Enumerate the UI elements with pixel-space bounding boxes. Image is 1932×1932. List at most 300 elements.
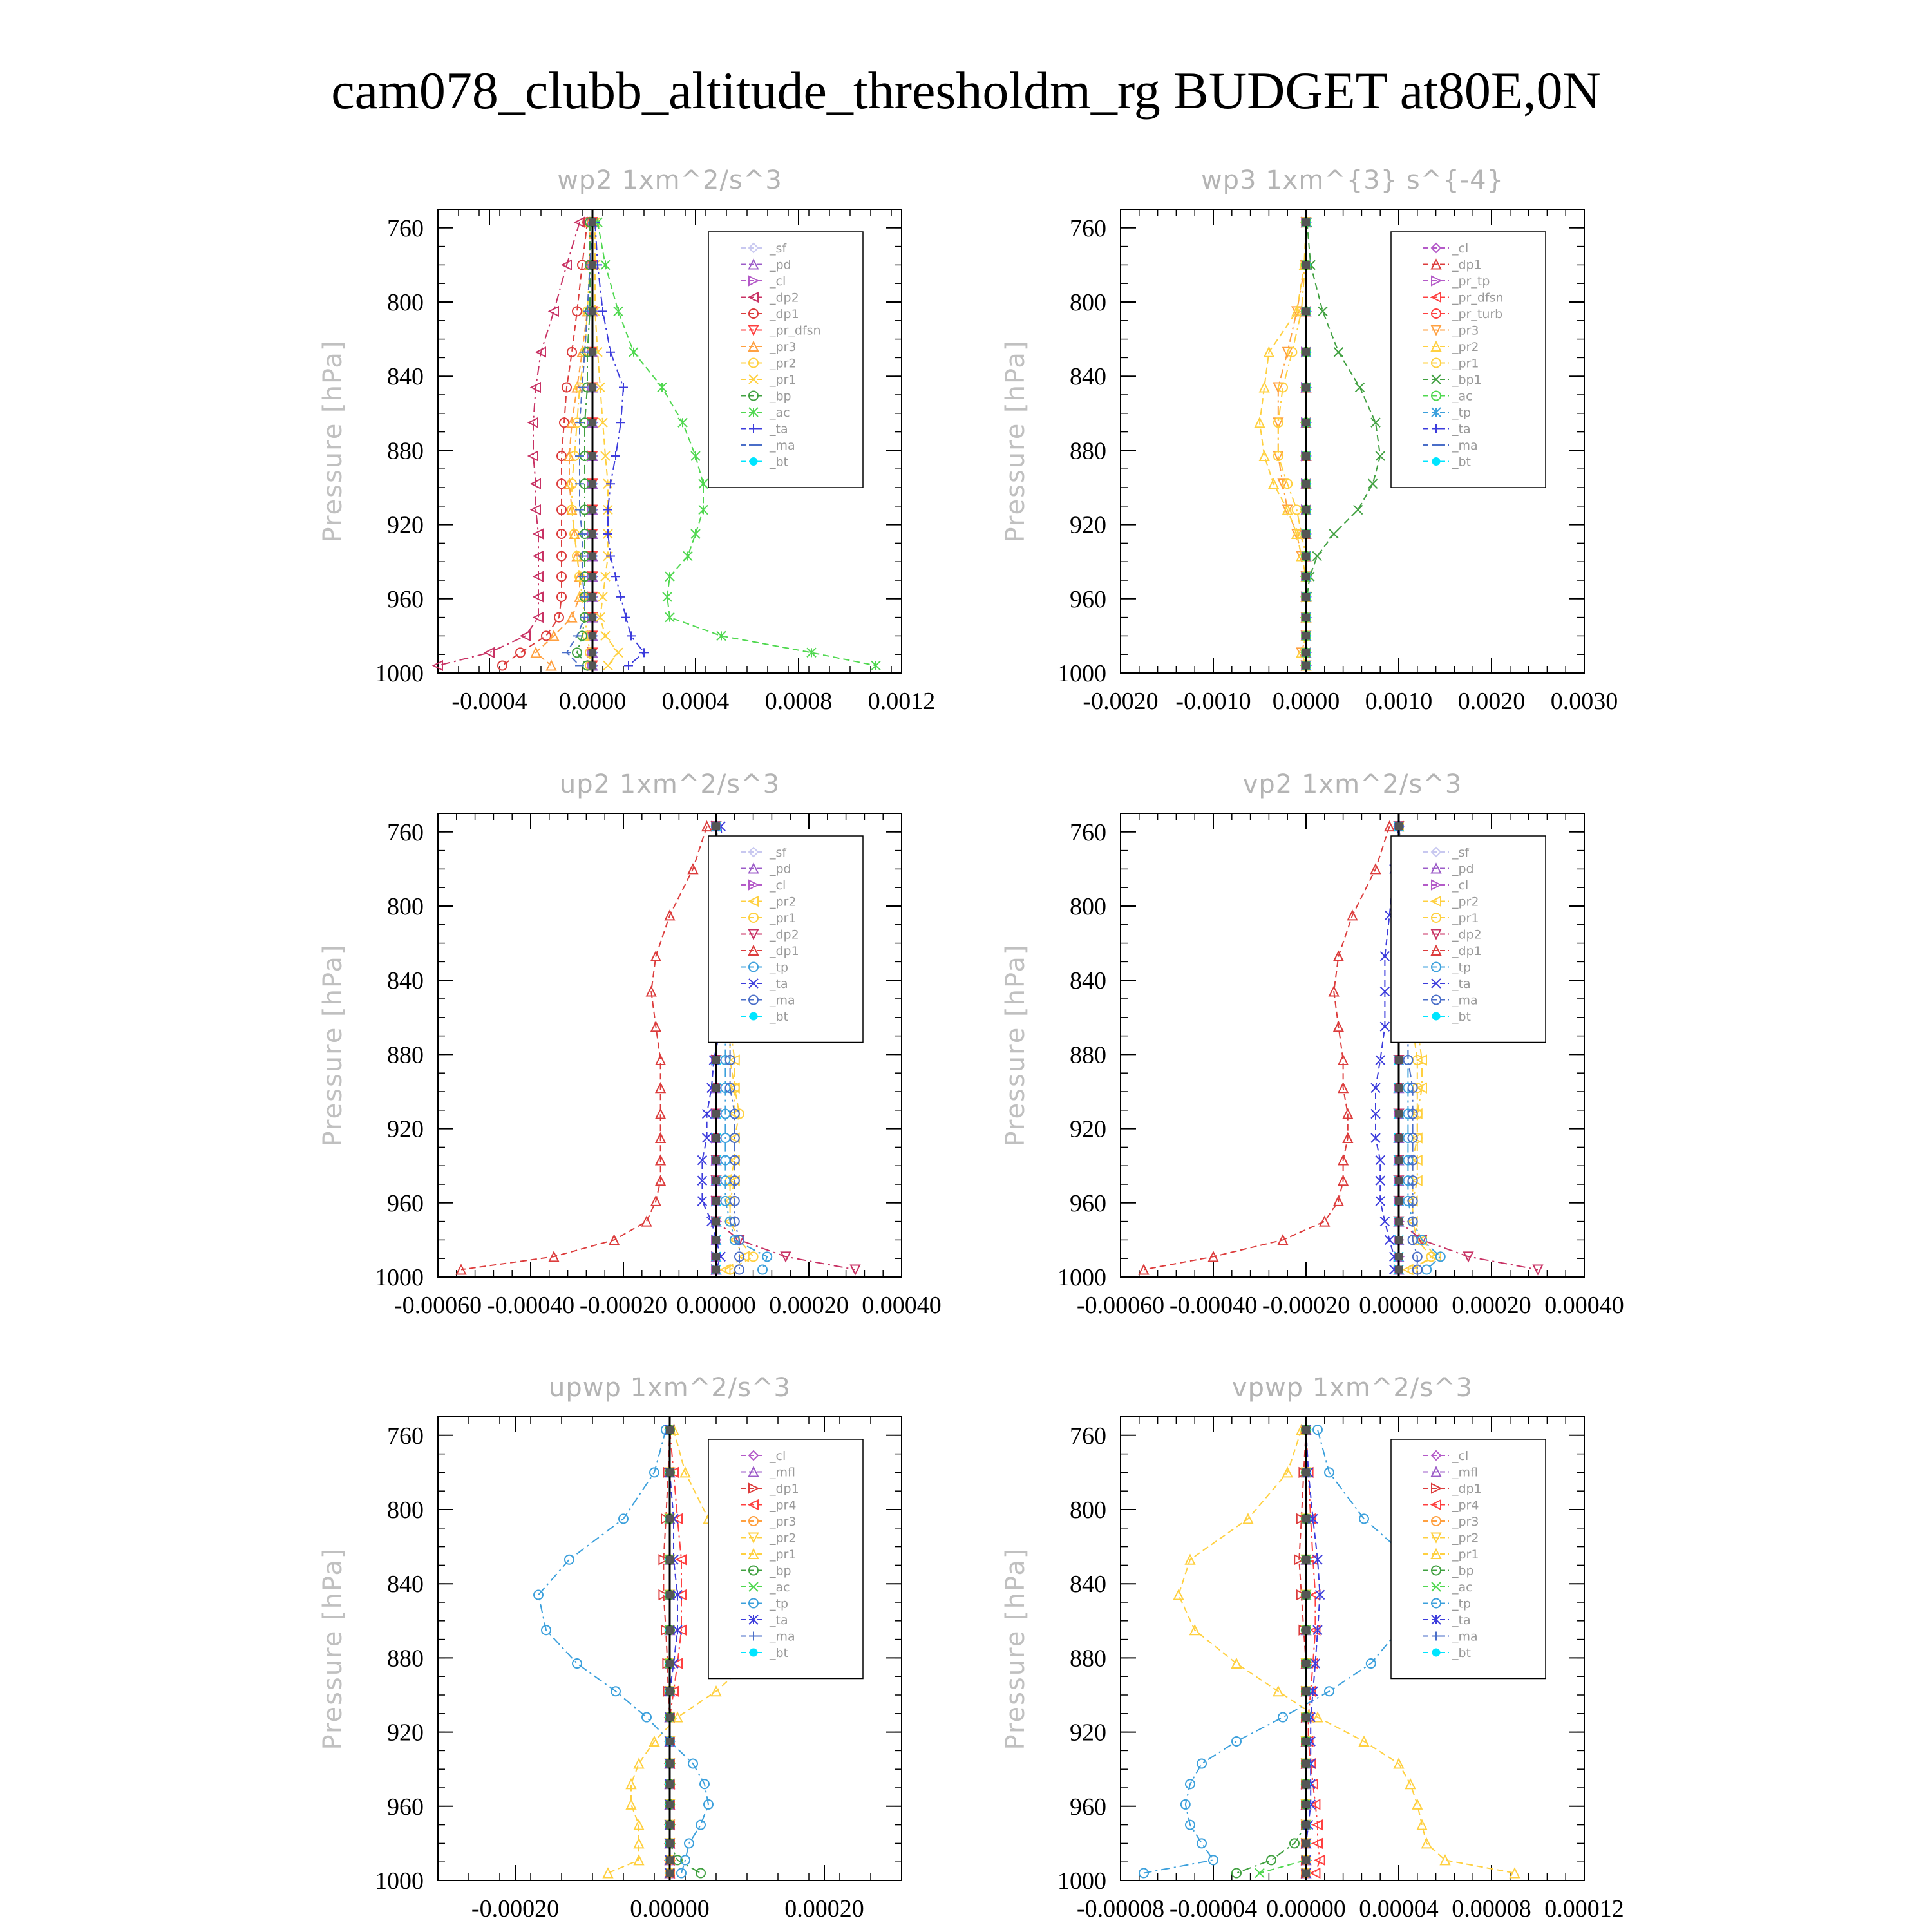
bt-point (589, 553, 596, 560)
data-point (1376, 451, 1385, 460)
legend-label: _ac (1452, 1580, 1473, 1595)
bt-point (666, 1856, 674, 1864)
data-point (1197, 1839, 1206, 1848)
bt-point (712, 1236, 720, 1244)
bt-point (712, 1134, 720, 1142)
bt-point (666, 1801, 674, 1808)
x-tick-label: -0.00020 (471, 1895, 560, 1922)
y-tick-label: 960 (387, 1793, 424, 1821)
data-point (1312, 552, 1321, 561)
bt-point (1302, 1468, 1310, 1476)
series-dp1 (457, 822, 712, 1274)
legend-label: _dp1 (1452, 1482, 1482, 1496)
series-line (1144, 826, 1390, 1269)
legend-label: _bp1 (1452, 373, 1482, 387)
legend-label: _ma (770, 1629, 795, 1644)
legend-label: _cl (1452, 878, 1469, 893)
y-axis-label: Pressure [hPa] (318, 943, 348, 1147)
legend-label: _ac (770, 406, 790, 420)
bt-point (589, 506, 596, 514)
x-tick-label: 0.00000 (1359, 1292, 1439, 1319)
y-tick-label: 760 (387, 819, 424, 846)
bt-point (666, 1556, 674, 1564)
data-point (1313, 1625, 1322, 1634)
y-tick-label: 1000 (1057, 1264, 1106, 1291)
bt-point (712, 1253, 720, 1260)
legend-label: _bt (770, 1010, 789, 1024)
data-point (1232, 1868, 1241, 1877)
y-tick-label: 880 (1070, 437, 1106, 465)
bt-point (1302, 1426, 1310, 1434)
y-tick-label: 800 (387, 289, 424, 316)
bt-point (589, 452, 596, 460)
data-point (542, 631, 551, 640)
legend-label: _cl (770, 878, 786, 893)
y-tick-label: 760 (1070, 1422, 1106, 1450)
x-tick-label: -0.00040 (486, 1292, 575, 1319)
legend-label: _tp (770, 1596, 789, 1611)
legend (708, 232, 863, 488)
legend-label: _dp1 (770, 1482, 799, 1496)
bt-point (1302, 1821, 1310, 1829)
bt-point (1302, 593, 1310, 601)
legend-label: _dp1 (770, 307, 799, 321)
data-point (601, 631, 610, 640)
legend-marker (750, 1012, 757, 1020)
bt-point (589, 480, 596, 488)
legend (1391, 1439, 1546, 1679)
legend-label: _pr3 (1452, 1515, 1479, 1529)
data-point (1320, 1217, 1329, 1226)
bt-point (589, 348, 596, 356)
legend-label: _pr1 (1452, 1548, 1479, 1562)
y-tick-label: 840 (1070, 1571, 1106, 1598)
legend-label: _ac (770, 1580, 790, 1595)
data-point (735, 1265, 744, 1274)
legend-label: _dp2 (770, 927, 799, 942)
data-point (1311, 1659, 1320, 1668)
data-point (549, 307, 558, 316)
data-point (634, 1759, 643, 1768)
series-line (1306, 222, 1380, 665)
legend-label: _pr_tp (1452, 274, 1490, 289)
series-line (595, 222, 618, 665)
panel-title: vp2 1xm^2/s^3 (1242, 770, 1463, 799)
data-point (1255, 1868, 1264, 1877)
x-tick-label: 0.00000 (630, 1895, 710, 1922)
panel-3 (318, 770, 942, 1319)
y-tick-label: 920 (387, 1719, 424, 1747)
y-tick-label: 920 (1070, 1719, 1106, 1747)
panel-2 (1001, 166, 1618, 715)
x-tick-label: -0.00004 (1169, 1895, 1258, 1922)
legend-label: _ma (770, 993, 795, 1008)
series-tp (534, 1425, 713, 1877)
bt-point (666, 1738, 674, 1745)
bt-point (1302, 553, 1310, 560)
data-point (565, 1555, 574, 1564)
legend-label: _bp (770, 1564, 791, 1578)
x-tick-label: 0.0020 (1457, 688, 1526, 715)
data-point (603, 1868, 612, 1877)
x-tick-label: -0.00008 (1076, 1895, 1165, 1922)
legend-label: _pr3 (770, 1515, 797, 1529)
legend-label: _pr_dfsn (770, 323, 821, 338)
bt-point (666, 1839, 674, 1847)
data-point (498, 661, 507, 670)
legend-label: _ta (1452, 422, 1471, 437)
y-tick-label: 760 (387, 214, 424, 242)
data-point (749, 1252, 758, 1261)
bt-point (589, 307, 596, 315)
panel-1 (318, 166, 935, 715)
legend-label: _bt (1452, 1010, 1472, 1024)
y-axis-label: Pressure [hPa] (1001, 943, 1030, 1147)
data-point (696, 1868, 705, 1877)
data-point (665, 572, 674, 581)
legend-label: _pr2 (770, 356, 797, 371)
x-tick-label: -0.0020 (1083, 688, 1159, 715)
bt-point (666, 1821, 674, 1829)
y-tick-label: 840 (387, 967, 424, 995)
x-tick-label: 0.00008 (1452, 1895, 1531, 1922)
bt-point (712, 1084, 720, 1092)
bt-point (1302, 1780, 1310, 1788)
bt-point (712, 1110, 720, 1118)
legend-label: _pr1 (770, 373, 797, 387)
y-tick-label: 920 (1070, 511, 1106, 539)
y-tick-label: 920 (387, 1115, 424, 1143)
legend-label: _pr_turb (1452, 307, 1503, 321)
legend-label: _tp (1452, 1596, 1472, 1611)
data-point (485, 648, 494, 657)
data-point (1267, 1855, 1276, 1864)
panel-title: up2 1xm^2/s^3 (559, 770, 781, 799)
panel-5 (318, 1373, 902, 1922)
data-point (567, 613, 576, 622)
legend-label: _bt (770, 1646, 789, 1660)
data-point (606, 348, 615, 357)
x-tick-label: -0.00060 (393, 1292, 482, 1319)
y-tick-label: 840 (387, 363, 424, 391)
data-point (758, 1265, 767, 1274)
x-tick-label: 0.00020 (1452, 1292, 1531, 1319)
data-point (1356, 383, 1365, 392)
data-point (619, 383, 628, 392)
series-line (1144, 1430, 1422, 1873)
y-tick-label: 960 (387, 1189, 424, 1217)
legend-label: _ta (770, 977, 788, 991)
y-tick-label: 880 (387, 437, 424, 465)
x-tick-label: -0.00020 (579, 1292, 668, 1319)
data-point (691, 529, 700, 538)
data-point (1278, 1713, 1287, 1722)
legend-label: _pr1 (770, 1548, 797, 1562)
bt-point (666, 1426, 674, 1434)
series-line (1236, 1430, 1306, 1873)
x-tick-label: 0.0030 (1550, 688, 1618, 715)
data-point (1422, 1265, 1431, 1274)
y-tick-label: 800 (1070, 893, 1106, 920)
y-tick-label: 960 (1070, 1793, 1106, 1821)
legend-label: _bt (1452, 1646, 1472, 1660)
series-bp1 (1302, 218, 1385, 670)
y-tick-label: 960 (1070, 585, 1106, 613)
x-tick-label: 0.00020 (784, 1895, 864, 1922)
series-pr1 (1274, 218, 1311, 670)
bt-point (1302, 632, 1310, 639)
y-tick-label: 840 (1070, 363, 1106, 391)
y-axis-label: Pressure [hPa] (318, 1547, 348, 1750)
legend-label: _pd (770, 258, 791, 272)
y-tick-label: 760 (1070, 819, 1106, 846)
data-point (1334, 348, 1343, 357)
bt-point (1395, 1134, 1403, 1142)
x-tick-label: 0.0000 (1272, 688, 1340, 715)
data-point (1329, 529, 1338, 538)
legend-label: _bp (770, 389, 791, 404)
bt-point (666, 1591, 674, 1598)
bt-point (1302, 530, 1310, 538)
figure-title: cam078_clubb_altitude_thresholdm_rg BUDGET at80E,0N (331, 61, 1601, 120)
legend-label: _dp2 (1452, 927, 1482, 942)
bt-point (1302, 307, 1310, 315)
bt-point (666, 1687, 674, 1695)
legend-marker (1432, 1012, 1440, 1020)
data-point (627, 1800, 636, 1809)
x-tick-label: -0.0010 (1175, 688, 1251, 715)
legend-label: _sf (770, 242, 787, 256)
legend-marker (1432, 1649, 1440, 1656)
bt-point (1302, 1856, 1310, 1864)
legend-label: _dp2 (770, 290, 799, 305)
legend-label: _ma (770, 439, 795, 453)
legend-label: _pr1 (1452, 911, 1479, 925)
bt-point (1302, 218, 1310, 226)
data-point (598, 307, 607, 316)
data-point (1311, 1868, 1320, 1877)
bt-point (1302, 1556, 1310, 1564)
legend (708, 1439, 863, 1679)
data-point (871, 661, 880, 670)
x-tick-label: 0.00012 (1544, 1895, 1624, 1922)
bt-point (1395, 822, 1403, 830)
bt-point (1302, 261, 1310, 269)
legend-label: _tp (1452, 406, 1472, 420)
bt-point (1395, 1197, 1403, 1205)
data-point (658, 383, 667, 392)
bt-point (666, 1660, 674, 1667)
x-tick-label: -0.00020 (1262, 1292, 1350, 1319)
data-point (573, 1659, 582, 1668)
legend (708, 836, 863, 1043)
data-point (1209, 1855, 1218, 1864)
x-tick-label: 0.0008 (764, 688, 833, 715)
series-line (502, 222, 587, 665)
data-point (699, 479, 708, 488)
bt-point (1302, 1760, 1310, 1768)
y-tick-label: 1000 (1057, 660, 1106, 687)
y-tick-label: 920 (387, 511, 424, 539)
legend-label: _pr2 (1452, 1531, 1479, 1546)
bt-point (1395, 1157, 1403, 1164)
panels (318, 166, 1624, 1922)
bt-point (1302, 1626, 1310, 1634)
series-tp (1139, 1425, 1426, 1877)
legend-label: _cl (770, 1449, 786, 1463)
y-tick-label: 920 (1070, 1115, 1106, 1143)
legend-label: _pr4 (1452, 1498, 1479, 1513)
bt-point (1395, 1177, 1403, 1184)
bt-point (712, 1056, 720, 1064)
bt-point (1302, 573, 1310, 580)
legend-label: _pr2 (770, 895, 797, 909)
bt-point (712, 1265, 720, 1273)
bt-point (1302, 452, 1310, 460)
legend-label: _pd (770, 862, 791, 876)
series-line (536, 222, 590, 665)
bt-point (712, 1218, 720, 1226)
legend-label: _bt (770, 455, 789, 469)
data-point (1313, 1555, 1322, 1564)
bt-point (666, 1780, 674, 1788)
y-tick-label: 800 (387, 893, 424, 920)
legend-label: _cl (1452, 242, 1469, 256)
legend-marker (750, 458, 757, 466)
x-tick-label: -0.00060 (1076, 1292, 1165, 1319)
data-point (629, 348, 638, 357)
legend-label: _ta (1452, 1613, 1471, 1627)
bt-point (666, 1468, 674, 1476)
y-tick-label: 800 (387, 1497, 424, 1524)
y-axis-label: Pressure [hPa] (1001, 1547, 1030, 1750)
series-line (461, 826, 707, 1269)
panel-title: wp2 1xm^2/s^3 (557, 166, 782, 195)
bt-point (666, 1515, 674, 1522)
panel-title: wp3 1xm^{3} s^{-4} (1200, 166, 1504, 195)
data-point (616, 592, 625, 601)
x-tick-label: 0.0012 (867, 688, 936, 715)
legend-label: _bp (1452, 1564, 1474, 1578)
bt-point (712, 822, 720, 830)
bt-point (1302, 1660, 1310, 1667)
bt-point (589, 632, 596, 639)
series-group (1255, 218, 1385, 670)
y-tick-label: 880 (1070, 1645, 1106, 1672)
bt-point (1302, 348, 1310, 356)
y-tick-label: 840 (387, 1571, 424, 1598)
data-point (691, 451, 700, 460)
data-point (616, 418, 625, 427)
x-tick-label: 0.0000 (558, 688, 627, 715)
y-tick-label: 880 (387, 1645, 424, 1672)
data-point (1368, 479, 1378, 488)
panel-title: vpwp 1xm^2/s^3 (1231, 1373, 1473, 1403)
data-point (614, 648, 623, 657)
legend-label: _pr3 (770, 340, 797, 354)
data-point (665, 613, 674, 622)
data-point (678, 418, 687, 427)
bt-point (1395, 1218, 1403, 1226)
bt-point (1395, 1110, 1403, 1118)
y-tick-label: 1000 (375, 1868, 424, 1895)
legend-label: _pr2 (770, 1531, 797, 1546)
data-point (1385, 1235, 1394, 1244)
legend-label: _ma (1452, 1629, 1478, 1644)
bt-point (589, 593, 596, 601)
data-point (1232, 1737, 1241, 1746)
x-tick-label: 0.00040 (1544, 1292, 1624, 1319)
bt-point (1302, 1738, 1310, 1745)
legend-label: _pr_dfsn (1452, 290, 1504, 305)
legend-label: _pd (1452, 862, 1474, 876)
series-line (1260, 222, 1306, 665)
legend-label: _dp1 (1452, 944, 1482, 958)
bt-point (712, 1197, 720, 1205)
y-tick-label: 880 (387, 1041, 424, 1069)
y-tick-label: 1000 (375, 660, 424, 687)
x-tick-label: 0.00000 (676, 1292, 756, 1319)
data-point (699, 506, 708, 515)
legend-label: _pr3 (1452, 323, 1479, 338)
bt-point (1395, 1056, 1403, 1064)
legend-label: _ac (1452, 389, 1473, 404)
series-dp1 (1294, 1425, 1311, 1877)
legend-label: _ta (770, 1613, 788, 1627)
bt-point (1302, 419, 1310, 426)
legend-label: _ma (1452, 439, 1478, 453)
legend-label: _sf (1452, 846, 1470, 860)
bt-point (589, 383, 596, 391)
legend-label: _dp1 (770, 944, 799, 958)
x-tick-label: 0.00040 (862, 1292, 942, 1319)
bt-point (1302, 383, 1310, 391)
series-ta (591, 218, 649, 670)
legend-label: _bt (1452, 455, 1472, 469)
data-point (683, 552, 692, 561)
data-point (1260, 451, 1269, 460)
x-tick-label: -0.0004 (451, 688, 527, 715)
bt-point (1302, 661, 1310, 669)
y-tick-label: 960 (1070, 1189, 1106, 1217)
series-line (538, 1430, 708, 1873)
bt-point (1302, 506, 1310, 514)
data-point (624, 661, 633, 670)
y-tick-label: 960 (387, 585, 424, 613)
bt-point (666, 1714, 674, 1721)
y-tick-label: 800 (1070, 1497, 1106, 1524)
bt-point (1302, 480, 1310, 488)
bt-point (589, 530, 596, 538)
x-tick-label: 0.00020 (769, 1292, 849, 1319)
x-tick-label: 0.0010 (1365, 688, 1433, 715)
y-tick-label: 760 (387, 1422, 424, 1450)
data-point (516, 648, 525, 657)
data-point (663, 592, 672, 601)
data-point (621, 613, 630, 622)
bt-point (589, 649, 596, 656)
legend-label: _sf (770, 846, 787, 860)
data-point (603, 661, 612, 670)
x-tick-label: 0.00004 (1359, 1895, 1439, 1922)
bt-point (589, 218, 596, 226)
data-point (601, 260, 610, 269)
y-tick-label: 1000 (375, 1264, 424, 1291)
y-tick-label: 760 (1070, 214, 1106, 242)
legend-label: _ta (770, 422, 788, 437)
data-point (696, 1821, 705, 1830)
bt-point (589, 573, 596, 580)
